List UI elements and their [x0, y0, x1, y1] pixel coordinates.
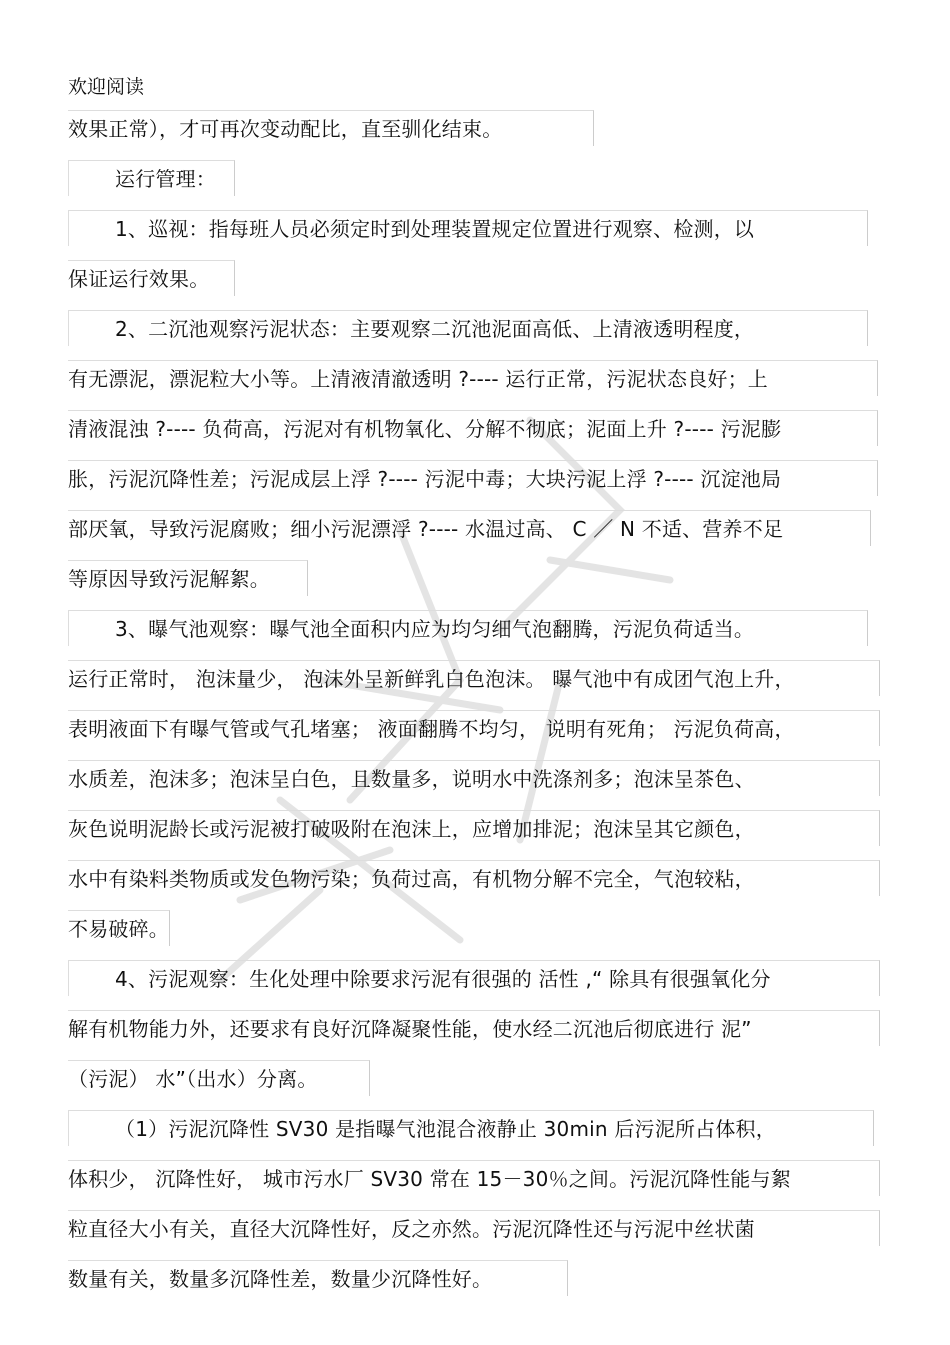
- text-line: （1）污泥沉降性 SV30 是指曝气池混合液静止 30min 后污泥所占体积，: [68, 1110, 874, 1146]
- text-line: 2、二沉池观察污泥状态：主要观察二沉池泥面高低、上清液透明程度，: [68, 310, 868, 346]
- text-line: 胀，污泥沉降性差；污泥成层上浮 ?---- 污泥中毒；大块污泥上浮 ?---- 沉淀池局: [68, 460, 878, 496]
- text-line: 不易破碎。: [68, 910, 170, 946]
- text-line: 1、巡视：指每班人员必须定时到处理装置规定位置进行观察、检测，以: [68, 210, 868, 246]
- text-line: （污泥） 水”（出水）分离。: [68, 1060, 370, 1096]
- text-line: 水中有染料类物质或发色物污染；负荷过高，有机物分解不完全，气泡较粘，: [68, 860, 880, 896]
- text-line: 灰色说明泥龄长或污泥被打破吸附在泡沫上，应增加排泥；泡沫呈其它颜色，: [68, 810, 880, 846]
- page-header-label: 欢迎阅读: [68, 76, 145, 98]
- text-line: 水质差，泡沫多；泡沫呈白色，且数量多，说明水中洗涤剂多；泡沫呈茶色、: [68, 760, 880, 796]
- section-heading: 运行管理：: [68, 160, 235, 196]
- text-line: 清液混浊 ?---- 负荷高，污泥对有机物氧化、分解不彻底；泥面上升 ?---- 污泥膨: [68, 410, 878, 446]
- text-line: 部厌氧，导致污泥腐败；细小污泥漂浮 ?---- 水温过高、 C ／ N 不适、营养不足: [68, 510, 871, 546]
- text-line: 3、曝气池观察：曝气池全面积内应为均匀细气泡翻腾，污泥负荷适当。: [68, 610, 868, 646]
- text-line: 有无漂泥，漂泥粒大小等。上清液清澈透明 ?---- 运行正常，污泥状态良好；上: [68, 360, 878, 396]
- text-line: 保证运行效果。: [68, 260, 235, 296]
- text-line: 解有机物能力外，还要求有良好沉降凝聚性能，使水经二沉池后彻底进行 泥”: [68, 1010, 880, 1046]
- text-line: 4、污泥观察：生化处理中除要求污泥有很强的 活性 ,“ 除具有很强氧化分: [68, 960, 880, 996]
- text-line: 体积少， 沉降性好， 城市污水厂 SV30 常在 15－30％之间。污泥沉降性能与絮: [68, 1160, 880, 1196]
- text-line: 效果正常），才可再次变动配比，直至驯化结束。: [68, 110, 594, 146]
- text-line: 等原因导致污泥解絮。: [68, 560, 308, 596]
- text-line: 粒直径大小有关，直径大沉降性好，反之亦然。污泥沉降性还与污泥中丝状菌: [68, 1210, 880, 1246]
- text-line: 数量有关，数量多沉降性差，数量少沉降性好。: [68, 1260, 568, 1296]
- text-line: 表明液面下有曝气管或气孔堵塞； 液面翻腾不均匀， 说明有死角； 污泥负荷高，: [68, 710, 880, 746]
- text-line: 运行正常时， 泡沫量少， 泡沫外呈新鲜乳白色泡沫。 曝气池中有成团气泡上升，: [68, 660, 880, 696]
